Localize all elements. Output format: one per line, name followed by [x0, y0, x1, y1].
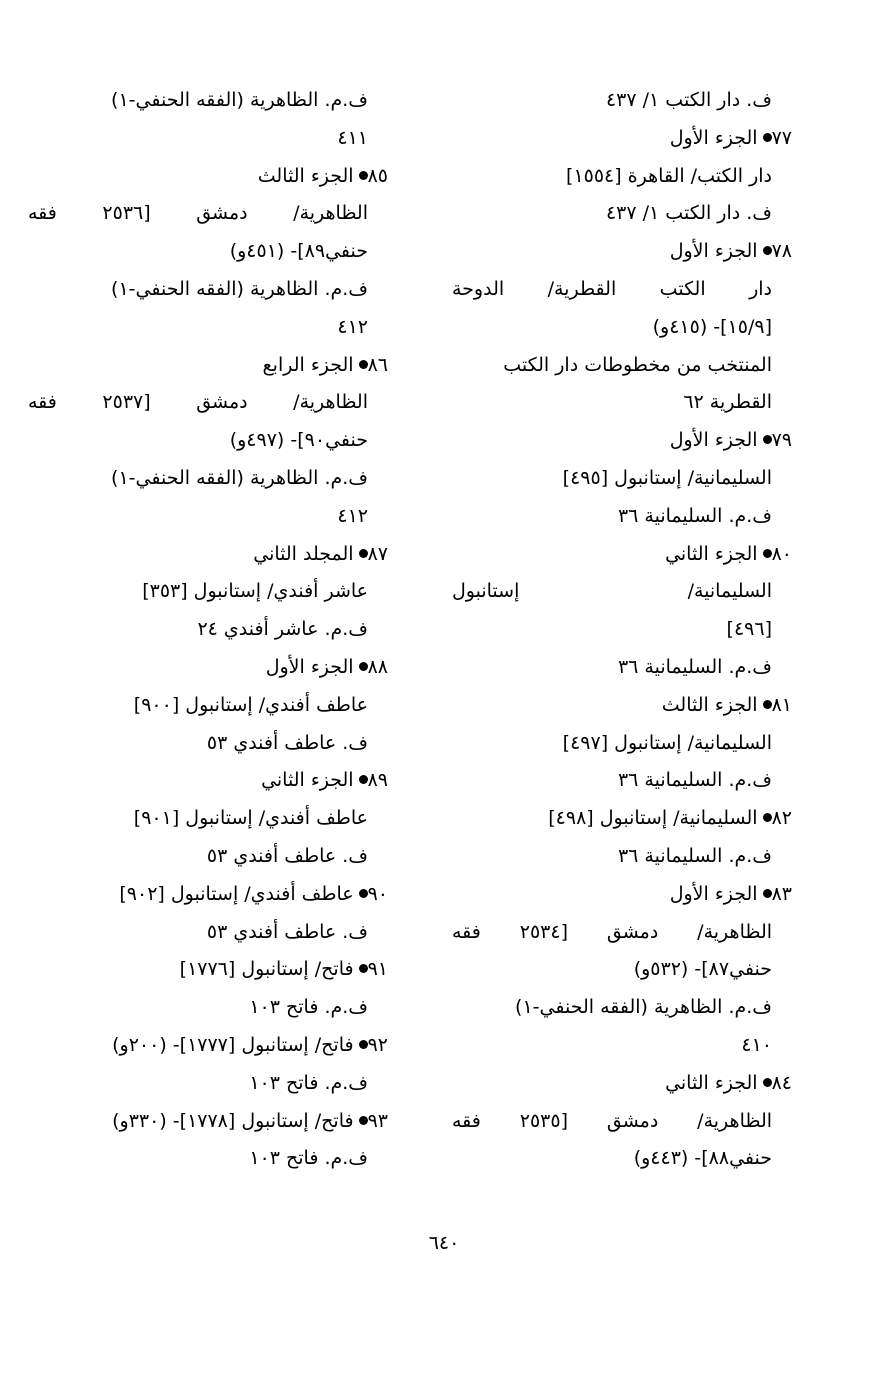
entry-text: ف.م. الظاهرية (الفقه الحنفي-١)	[111, 89, 368, 111]
bullet-icon	[763, 889, 772, 898]
entry-text: ف.م. عاشر أفندي ٢٤	[197, 618, 368, 641]
bullet-icon	[763, 813, 772, 822]
entry-text: المجلد الثاني	[253, 542, 354, 565]
entry-number: ٨٨	[367, 655, 388, 678]
entry-heading	[452, 687, 792, 725]
entry-line	[452, 82, 792, 120]
entry-text: ف. عاطف أفندي ٥٣	[206, 844, 368, 867]
bullet-icon	[763, 700, 772, 709]
entry-line	[452, 384, 792, 422]
entry-line	[452, 1140, 792, 1178]
entry-text: حنفي٩٠]- (٤٩٧و)	[229, 429, 368, 452]
entry-text: ف.م. الظاهرية (الفقه الحنفي-١)	[515, 996, 772, 1019]
entry-number: ٨٥	[367, 164, 388, 187]
bullet-icon	[763, 133, 772, 142]
bullet-icon	[359, 1116, 368, 1125]
entry-line	[28, 725, 388, 763]
entry-text: ٤١٢	[337, 504, 368, 527]
entry-line	[28, 233, 388, 271]
entry-text: فاتح/ إستانبول [١٧٧٧]- (٢٠٠و)	[112, 1033, 354, 1056]
entry-heading	[452, 876, 792, 914]
entry-line	[452, 762, 792, 800]
bullet-icon	[359, 662, 368, 671]
entry-text: [٤٩٦]	[726, 618, 772, 641]
entry-text: الجزء الثاني	[261, 769, 354, 792]
entry-text: دار الكتب القطرية/ الدوحة	[452, 277, 772, 300]
entry-number: ٩٠	[367, 882, 388, 905]
entry-line	[452, 195, 792, 233]
entry-line	[28, 838, 388, 876]
entry-heading	[452, 422, 792, 460]
bullet-icon	[359, 171, 368, 180]
entry-line	[452, 838, 792, 876]
bullet-icon	[359, 549, 368, 558]
entry-text: [١٥/٩]- (٤١٥و)	[652, 315, 772, 338]
entry-heading	[28, 536, 388, 574]
entry-line	[452, 989, 792, 1027]
entry-number: ٨٣	[771, 882, 792, 905]
entry-number: ٨٠	[771, 542, 792, 565]
entry-text: السليمانية/ إستانبول [٤٩٧]	[562, 731, 772, 754]
entry-line	[28, 1140, 388, 1178]
entry-number: ٩٣	[367, 1109, 388, 1132]
entry-line	[28, 800, 388, 838]
entry-heading	[28, 649, 388, 687]
entry-text: الجزء الأول	[669, 429, 758, 452]
entry-text: عاطف أفندي/ إستانبول [٩٠٠]	[133, 693, 368, 716]
entry-text: ف.م. السليمانية ٣٦	[617, 844, 772, 867]
entry-line	[452, 951, 792, 989]
bullet-icon	[763, 1078, 772, 1087]
entry-line	[28, 384, 388, 422]
entry-text: الجزء الثالث	[661, 693, 758, 716]
entry-line	[28, 573, 388, 611]
bullet-icon	[359, 775, 368, 784]
entry-heading	[452, 800, 792, 838]
entry-number: ٨٩	[367, 769, 388, 792]
entry-text: ٤١١	[337, 126, 368, 149]
entry-text: القطرية ٦٢	[683, 391, 772, 414]
entry-text: ف. دار الكتب ١/ ٤٣٧	[605, 202, 772, 225]
entry-line	[452, 309, 792, 347]
entry-text: ف. دار الكتب ١/ ٤٣٧	[605, 89, 772, 111]
entry-line	[452, 725, 792, 763]
bullet-icon	[763, 435, 772, 444]
bullet-icon	[359, 889, 368, 898]
entry-line	[28, 460, 388, 498]
entry-number: ٩٢	[367, 1033, 388, 1056]
entry-number: ٨٤	[771, 1071, 792, 1094]
bullet-icon	[763, 549, 772, 558]
entry-text: ف.م. الظاهرية (الفقه الحنفي-١)	[111, 277, 368, 300]
entry-text: الجزء الثاني	[665, 1071, 758, 1094]
entry-text: الجزء الأول	[265, 655, 354, 678]
entry-number: ٨١	[771, 693, 792, 716]
entry-text: السليمانية/ إستانبول [٤٩٨]	[548, 807, 758, 830]
right-column	[452, 82, 792, 1178]
entry-line	[28, 1065, 388, 1103]
entry-line	[28, 989, 388, 1027]
entry-line	[452, 573, 792, 611]
entry-line	[452, 460, 792, 498]
entry-text: فاتح/ إستانبول [١٧٧٨]- (٣٣٠و)	[112, 1109, 354, 1132]
entry-line	[452, 914, 792, 952]
entry-line	[452, 1103, 792, 1141]
entry-text: فاتح/ إستانبول [١٧٧٦]	[179, 958, 354, 981]
entry-text: الجزء الثاني	[665, 542, 758, 565]
entry-heading	[28, 1103, 388, 1141]
entry-number: ٨٢	[771, 807, 792, 830]
page-number: ٦٤٠	[428, 1232, 460, 1254]
entry-line	[452, 498, 792, 536]
entry-text: حنفي٨٩]- (٤٥١و)	[229, 240, 368, 263]
bullet-icon	[763, 246, 772, 255]
entry-number: ٩١	[367, 958, 388, 981]
entry-line	[28, 309, 388, 347]
entry-line	[452, 158, 792, 196]
entry-number: ٨٧	[367, 542, 388, 565]
entry-text: ف.م. السليمانية ٣٦	[617, 769, 772, 792]
entry-text: الجزء الأول	[669, 882, 758, 905]
entry-text: ٤١٠	[741, 1033, 772, 1056]
entry-heading	[28, 158, 388, 196]
entry-text: ف.م. الظاهرية (الفقه الحنفي-١)	[111, 466, 368, 489]
entry-text: دار الكتب/ القاهرة [١٥٥٤]	[566, 164, 772, 187]
entry-line	[28, 120, 388, 158]
entry-text: السليمانية/ إستانبول	[452, 580, 772, 603]
entry-text: الجزء الرابع	[262, 353, 354, 376]
entry-heading	[28, 951, 388, 989]
entry-line	[28, 914, 388, 952]
entry-text: السليمانية/ إستانبول [٤٩٥]	[562, 466, 772, 489]
entry-text: المنتخب من مخطوطات دار الكتب	[503, 353, 772, 376]
entry-text: حنفي٨٧]- (٥٣٢و)	[633, 958, 772, 981]
entry-heading	[452, 120, 792, 158]
entry-text: ف. عاطف أفندي ٥٣	[206, 920, 368, 943]
entry-number: ٧٧	[771, 126, 792, 149]
bullet-icon	[359, 964, 368, 973]
entry-text: ف.م. فاتح ١٠٣	[249, 996, 368, 1019]
entry-text: عاشر أفندي/ إستانبول [٣٥٣]	[142, 580, 368, 603]
entry-text: عاطف أفندي/ إستانبول [٩٠٢]	[119, 882, 354, 905]
entry-line	[28, 271, 388, 309]
entry-text: ف.م. فاتح ١٠٣	[249, 1147, 368, 1170]
entry-heading	[452, 536, 792, 574]
entry-number: ٧٩	[771, 429, 792, 452]
entry-heading	[28, 876, 388, 914]
entry-text: حنفي٨٨]- (٤٤٣و)	[633, 1147, 772, 1170]
entry-line	[28, 195, 388, 233]
entry-line	[452, 271, 792, 309]
entry-text: ٤١٢	[337, 315, 368, 338]
entry-text: الظاهرية/ دمشق [٢٥٣٧ فقه	[28, 391, 368, 414]
entry-heading	[28, 1027, 388, 1065]
entry-heading	[452, 233, 792, 271]
entry-number: ٧٨	[771, 240, 792, 263]
entry-line	[452, 649, 792, 687]
entry-text: الظاهرية/ دمشق [٢٥٣٦ فقه	[28, 202, 368, 225]
entry-heading	[28, 762, 388, 800]
entry-text: ف.م. السليمانية ٣٦	[617, 504, 772, 527]
entry-text: الجزء الثالث	[257, 164, 354, 187]
entry-line	[452, 1027, 792, 1065]
entry-heading	[452, 1065, 792, 1103]
entry-number: ٨٦	[367, 353, 388, 376]
entry-heading	[28, 347, 388, 385]
entry-text: ف.م. فاتح ١٠٣	[249, 1071, 368, 1094]
entry-text: عاطف أفندي/ إستانبول [٩٠١]	[133, 807, 368, 830]
left-column	[28, 82, 388, 1178]
bullet-icon	[359, 1040, 368, 1049]
entry-text: ف. عاطف أفندي ٥٣	[206, 731, 368, 754]
entry-text: الظاهرية/ دمشق [٢٥٣٥ فقه	[452, 1109, 773, 1132]
entry-line	[28, 687, 388, 725]
bullet-icon	[359, 360, 368, 369]
entry-line	[28, 611, 388, 649]
entry-line	[28, 422, 388, 460]
entry-line	[28, 82, 388, 120]
entry-text: الجزء الأول	[669, 240, 758, 263]
entry-line	[28, 498, 388, 536]
entry-text: ف.م. السليمانية ٣٦	[617, 655, 772, 678]
entry-line	[452, 611, 792, 649]
entry-line	[452, 347, 792, 385]
entry-text: الظاهرية/ دمشق [٢٥٣٤ فقه	[452, 920, 773, 943]
entry-text: الجزء الأول	[669, 126, 758, 149]
